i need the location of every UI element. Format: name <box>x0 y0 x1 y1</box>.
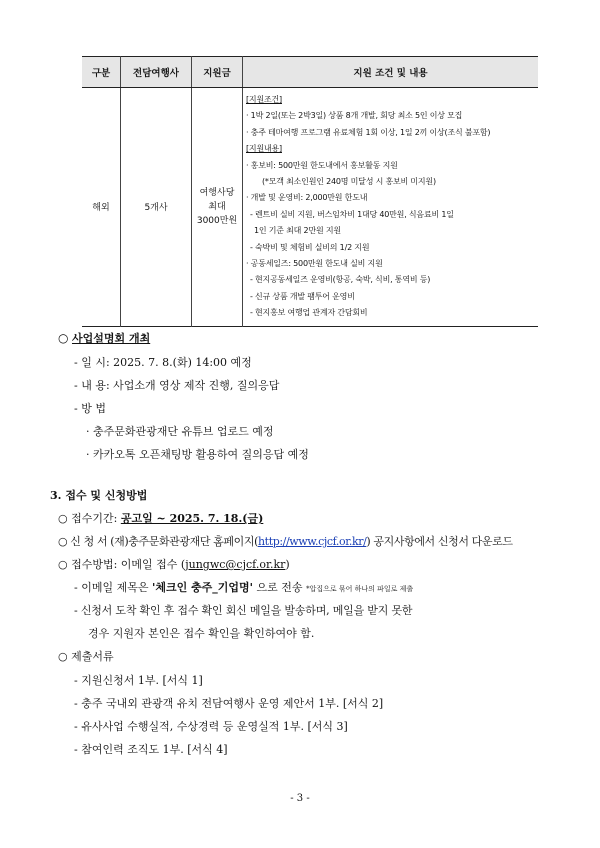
briefing-date <box>74 354 252 370</box>
section3-title: 3. 접수 및 신청방법 <box>50 489 148 502</box>
subject-note: *압집으로 묶어 하나의 파일로 제출 <box>306 585 414 593</box>
doc-item: - 참여인력 조직도 1부. [서식 4] <box>74 743 228 756</box>
method-item: · 카카오톡 오픈채팅방 활용하여 질의응답 예정 <box>86 448 309 461</box>
content-value: 사업소개 영상 제작 진행, 질의응답 <box>113 379 280 392</box>
briefing-title: 사업설명회 개최 <box>71 332 151 345</box>
amount-line: 여행사당 <box>199 187 235 198</box>
homepage-link[interactable]: http://www.cjcf.or.kr/ <box>257 535 367 548</box>
amount-line: 최대 <box>208 201 226 212</box>
cell-conditions <box>243 88 539 327</box>
content-subitem: - 렌트비 실비 지원, 버스임차비 1대당 40만원, 식음료비 1일 <box>250 209 454 219</box>
subject-value: '체크인 충주_기업명' <box>151 581 254 594</box>
method-suffix: ) <box>285 558 290 571</box>
header-agency: 전담여행사 <box>121 57 192 88</box>
cell-amount <box>192 88 243 327</box>
content-heading: [지원내용] <box>246 144 282 154</box>
header-amount: 지원금 <box>192 57 243 88</box>
cell-category: 해외 <box>82 88 121 327</box>
method-item: · 충주문화관광재단 유튜브 업로드 예정 <box>86 425 274 438</box>
doc-item: - 지원신청서 1부. [서식 1] <box>74 674 203 687</box>
date-label: - 일 시: <box>74 356 110 369</box>
content-subitem: - 현지공동세일즈 운영비(항공, 숙박, 식비, 통역비 등) <box>250 275 431 285</box>
period-label: ○ 접수기간: <box>58 512 118 525</box>
condition-item: · 1박 2일(또는 2박3일) 상품 8개 개발, 회당 최소 5인 이상 모집 <box>246 111 463 121</box>
date-value: 2025. 7. 8.(화) 14:00 예정 <box>113 356 252 369</box>
content-item: · 개발 및 운영비: 2,000만원 한도내 <box>246 193 368 203</box>
content-subitem: - 신규 상품 개발 팸투어 운영비 <box>250 291 355 301</box>
subject-suffix: 으로 전송 <box>256 581 303 594</box>
confirm-line: 경우 지원자 본인은 접수 확인을 확인하여야 함. <box>88 627 315 640</box>
briefing-heading <box>58 330 150 346</box>
content-item: · 홍보비: 500만원 한도내에서 홍보활동 지원 <box>246 160 398 170</box>
method-label: - 방 법 <box>74 402 106 415</box>
content-item: · 공동세일즈: 500만원 한도내 실비 지원 <box>246 259 383 269</box>
confirm-line: - 신청서 도착 확인 후 접수 확인 회신 메일을 발송하며, 메일을 받지 못한 <box>74 604 413 617</box>
conditions-heading: [지원조건] <box>246 95 282 104</box>
content-subitem-cont: 1인 기준 최대 2만원 지원 <box>254 226 341 236</box>
email-link[interactable]: jungwc@cjcf.or.kr <box>185 558 286 571</box>
docs-title: ○ 제출서류 <box>58 650 114 663</box>
period-row <box>58 510 263 526</box>
subject-row <box>74 579 413 595</box>
doc-item: - 충주 국내외 관광객 유치 전담여행사 운영 제안서 1부. [서식 2] <box>74 697 384 710</box>
subject-prefix: - 이메일 제목은 <box>74 581 149 594</box>
period-value: 공고일 ~ 2025. 7. 18.(금) <box>120 512 264 525</box>
table-row <box>82 88 538 327</box>
method-prefix: ○ 접수방법: 이메일 접수 ( <box>58 558 186 571</box>
condition-item: · 충주 테마여행 프로그램 유료체험 1회 이상, 1일 2끼 이상(조식 불포함) <box>246 127 491 137</box>
content-note: (*모객 최소인원인 240명 미달성 시 홍보비 미지원) <box>262 177 436 187</box>
content-label: - 내 용: <box>74 379 110 392</box>
page-number: - 3 - <box>290 793 310 804</box>
content-subitem: - 숙박비 및 체험비 실비의 1/2 지원 <box>250 242 370 252</box>
method-row <box>58 556 290 572</box>
amount-line: 3000만원 <box>196 215 238 226</box>
circle-bullet: ○ <box>58 331 69 345</box>
form-row <box>58 533 513 549</box>
form-prefix: ○ 신 청 서 (재)충주문화관광재단 홈페이지( <box>58 535 258 548</box>
header-conditions: 지원 조건 및 내용 <box>243 57 539 88</box>
content-subitem: - 현지홍보 여행업 관계자 간담회비 <box>250 308 368 318</box>
doc-item: - 유사사업 수행실적, 수상경력 등 운영실적 1부. [서식 3] <box>74 720 348 733</box>
cell-agencies: 5개사 <box>121 88 192 327</box>
support-table <box>82 56 538 327</box>
form-suffix: ) 공지사항에서 신청서 다운로드 <box>366 535 513 548</box>
briefing-content <box>74 377 279 393</box>
header-category: 구분 <box>82 57 121 88</box>
